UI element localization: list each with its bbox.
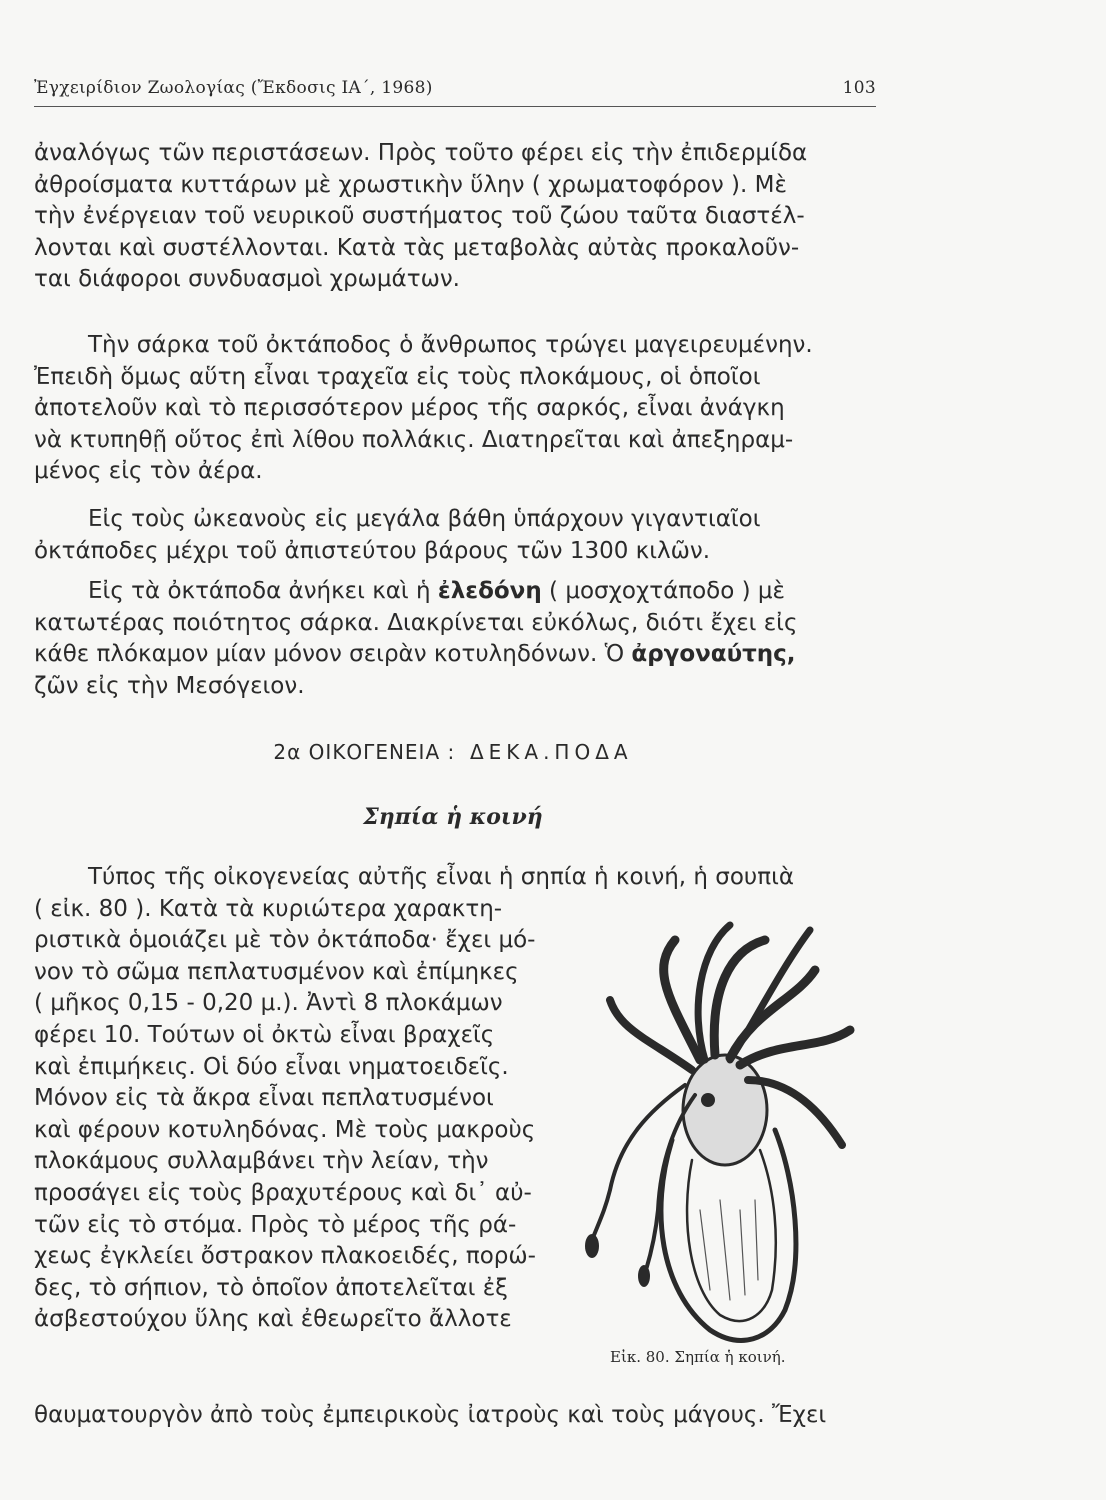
text-line: προσάγει εἰς τοὺς βραχυτέρους καὶ δι᾽ αὐ- [34, 1179, 532, 1206]
paragraph-giant-octopus [34, 504, 882, 567]
arm [664, 940, 700, 1060]
text-line: δες, τὸ σήπιον, τὸ ὁποῖον ἀποτελεῖται ἐξ [34, 1274, 508, 1301]
text-line: πλοκάμους συλλαμβάνει τὴν λείαν, τὴν [34, 1148, 489, 1175]
cuttlefish-illustration [580, 910, 880, 1370]
text-line: ἀναλόγως τῶν περιστάσεων. Πρὸς τοῦτο φέρει εἰς τὴν ἐπιδερμίδα [34, 140, 808, 166]
mantle-inner [687, 1150, 776, 1321]
text-line: ται διάφοροι συνδυασμοὶ χρωμάτων. [34, 266, 460, 293]
tentacle-club [638, 1265, 650, 1287]
text-line: λονται καὶ συστέλλονται. Κατὰ τὰς μεταβολὰς αὐτὰς προκαλοῦν- [34, 234, 800, 261]
text-line: Μόνον εἰς τὰ ἄκρα εἶναι πεπλατυσμένοι [34, 1085, 494, 1112]
running-header [34, 74, 876, 107]
family-name: ΔΕΚΑ.ΠΟΔΑ [469, 740, 633, 764]
text-run: ( μοσχοχτάποδο ) μὲ [541, 578, 785, 604]
text-line: ζῶν εἰς τὴν Μεσόγειον. [34, 672, 305, 699]
text-run: Εἰς τὰ ὀκτάποδα ἀνήκει καὶ ἡ [88, 578, 438, 604]
text-line: ἀποτελοῦν καὶ τὸ περισσότερον μέρος τῆς σαρκός, εἶναι ἀνάγκη [34, 395, 785, 422]
text-line: φέρει 10. Τούτων οἱ ὀκτὼ εἶναι βραχεῖς [34, 1021, 495, 1048]
text-line: Ἐπειδὴ ὅμως αὕτη εἶναι τραχεῖα εἰς τοὺς πλοκάμους, οἱ ὁποῖοι [34, 363, 761, 390]
page-number: 103 [842, 78, 876, 98]
text-line: κατωτέρας ποιότητος σάρκα. Διακρίνεται εὐκόλως, διότι ἔχει εἰς [34, 609, 798, 636]
text-line [34, 639, 882, 671]
arm [740, 1030, 850, 1065]
text-line: ὀκτάποδες μέχρι τοῦ ἀπιστεύτου βάρους τῶν 1300 κιλῶν. [34, 537, 711, 564]
text-line: Εἰς τοὺς ὠκεανοὺς εἰς μεγάλα βάθη ὑπάρχουν γιγαντιαῖοι [88, 506, 761, 532]
paragraph-chromatophores [34, 138, 882, 296]
text-line: χεως ἐγκλείει ὄστρακον πλακοειδές, πορώ- [34, 1243, 536, 1270]
text-line: ( εἰκ. 80 ). Κατὰ τὰ κυριώτερα χαρακτη- [34, 895, 503, 922]
text-line: θαυματουργὸν ἀπὸ τοὺς ἐμπειρικοὺς ἰατροὺς καὶ τοὺς μάγους. Ἔχει [34, 1402, 827, 1428]
long-tentacle [592, 1085, 685, 1240]
text-line: μένος εἰς τὸν ἀέρα. [34, 458, 263, 485]
text-line: τῶν εἰς τὸ στόμα. Πρὸς τὸ μέρος τῆς ρά- [34, 1211, 517, 1238]
text-run: κάθε πλόκαμον μίαν μόνον σειρὰν κοτυληδόνων. Ὁ [34, 641, 632, 668]
family-prefix: 2α ΟΙΚΟΓΕΝΕΙΑ : [273, 740, 456, 764]
mantle-shading [700, 1200, 758, 1300]
book-title: Ἐγχειρίδιον Ζωολογίας (Ἔκδοσις ΙΑ΄, 1968) [34, 78, 433, 98]
text-line: ἀθροίσματα κυττάρων μὲ χρωστικὴν ὕλην ( χρωματοφόρον ). Μὲ [34, 171, 787, 198]
term-argonaut: ἀργοναύτης, [631, 641, 796, 668]
tentacle-club [585, 1234, 599, 1258]
paragraph-eledone [34, 576, 882, 702]
text-line: ( μῆκος 0,15 - 0,20 μ.). Ἀντὶ 8 πλοκάμων [34, 990, 503, 1017]
text-line: νὰ κτυπηθῇ οὕτος ἐπὶ λίθου πολλάκις. Διατηρεῖται καὶ ἀπεξηραμ- [34, 426, 794, 453]
paragraph-octopus-meat [34, 330, 882, 488]
section-subheading: Σηπία ἡ κοινή [363, 804, 543, 830]
text-line: Τύπος τῆς οἰκογενείας αὐτῆς εἶναι ἡ σηπία ἡ κοινή, ἡ σουπιὰ [88, 864, 795, 890]
text-line: ἀσβεστούχου ὕλης καὶ ἐθεωρεῖτο ἄλλοτε [34, 1306, 512, 1333]
text-line: νον τὸ σῶμα πεπλατυσμένον καὶ ἐπίμηκες [34, 958, 519, 985]
figure-caption: Εἰκ. 80. Σηπία ἡ κοινή. [610, 1348, 786, 1366]
text-line [34, 576, 882, 608]
text-line: Τὴν σάρκα τοῦ ὀκτάποδος ὁ ἄνθρωπος τρώγει μαγειρευμένην. [88, 332, 813, 358]
term-eledone: ἐλεδόνη [437, 578, 542, 604]
text-line: τὴν ἐνέργειαν τοῦ νευρικοῦ συστήματος τοῦ ζώου ταῦτα διαστέλ- [34, 203, 805, 230]
text-line: καὶ ἐπιμήκεις. Οἱ δύο εἶναι νηματοειδεῖς. [34, 1053, 509, 1080]
eye [701, 1093, 715, 1107]
family-heading [0, 740, 906, 764]
text-line: ριστικὰ ὁμοιάζει μὲ τὸν ὀκτάποδα· ἔχει μό- [34, 927, 536, 954]
text-line: καὶ φέρουν κοτυληδόνας. Μὲ τοὺς μακροὺς [34, 1116, 536, 1143]
